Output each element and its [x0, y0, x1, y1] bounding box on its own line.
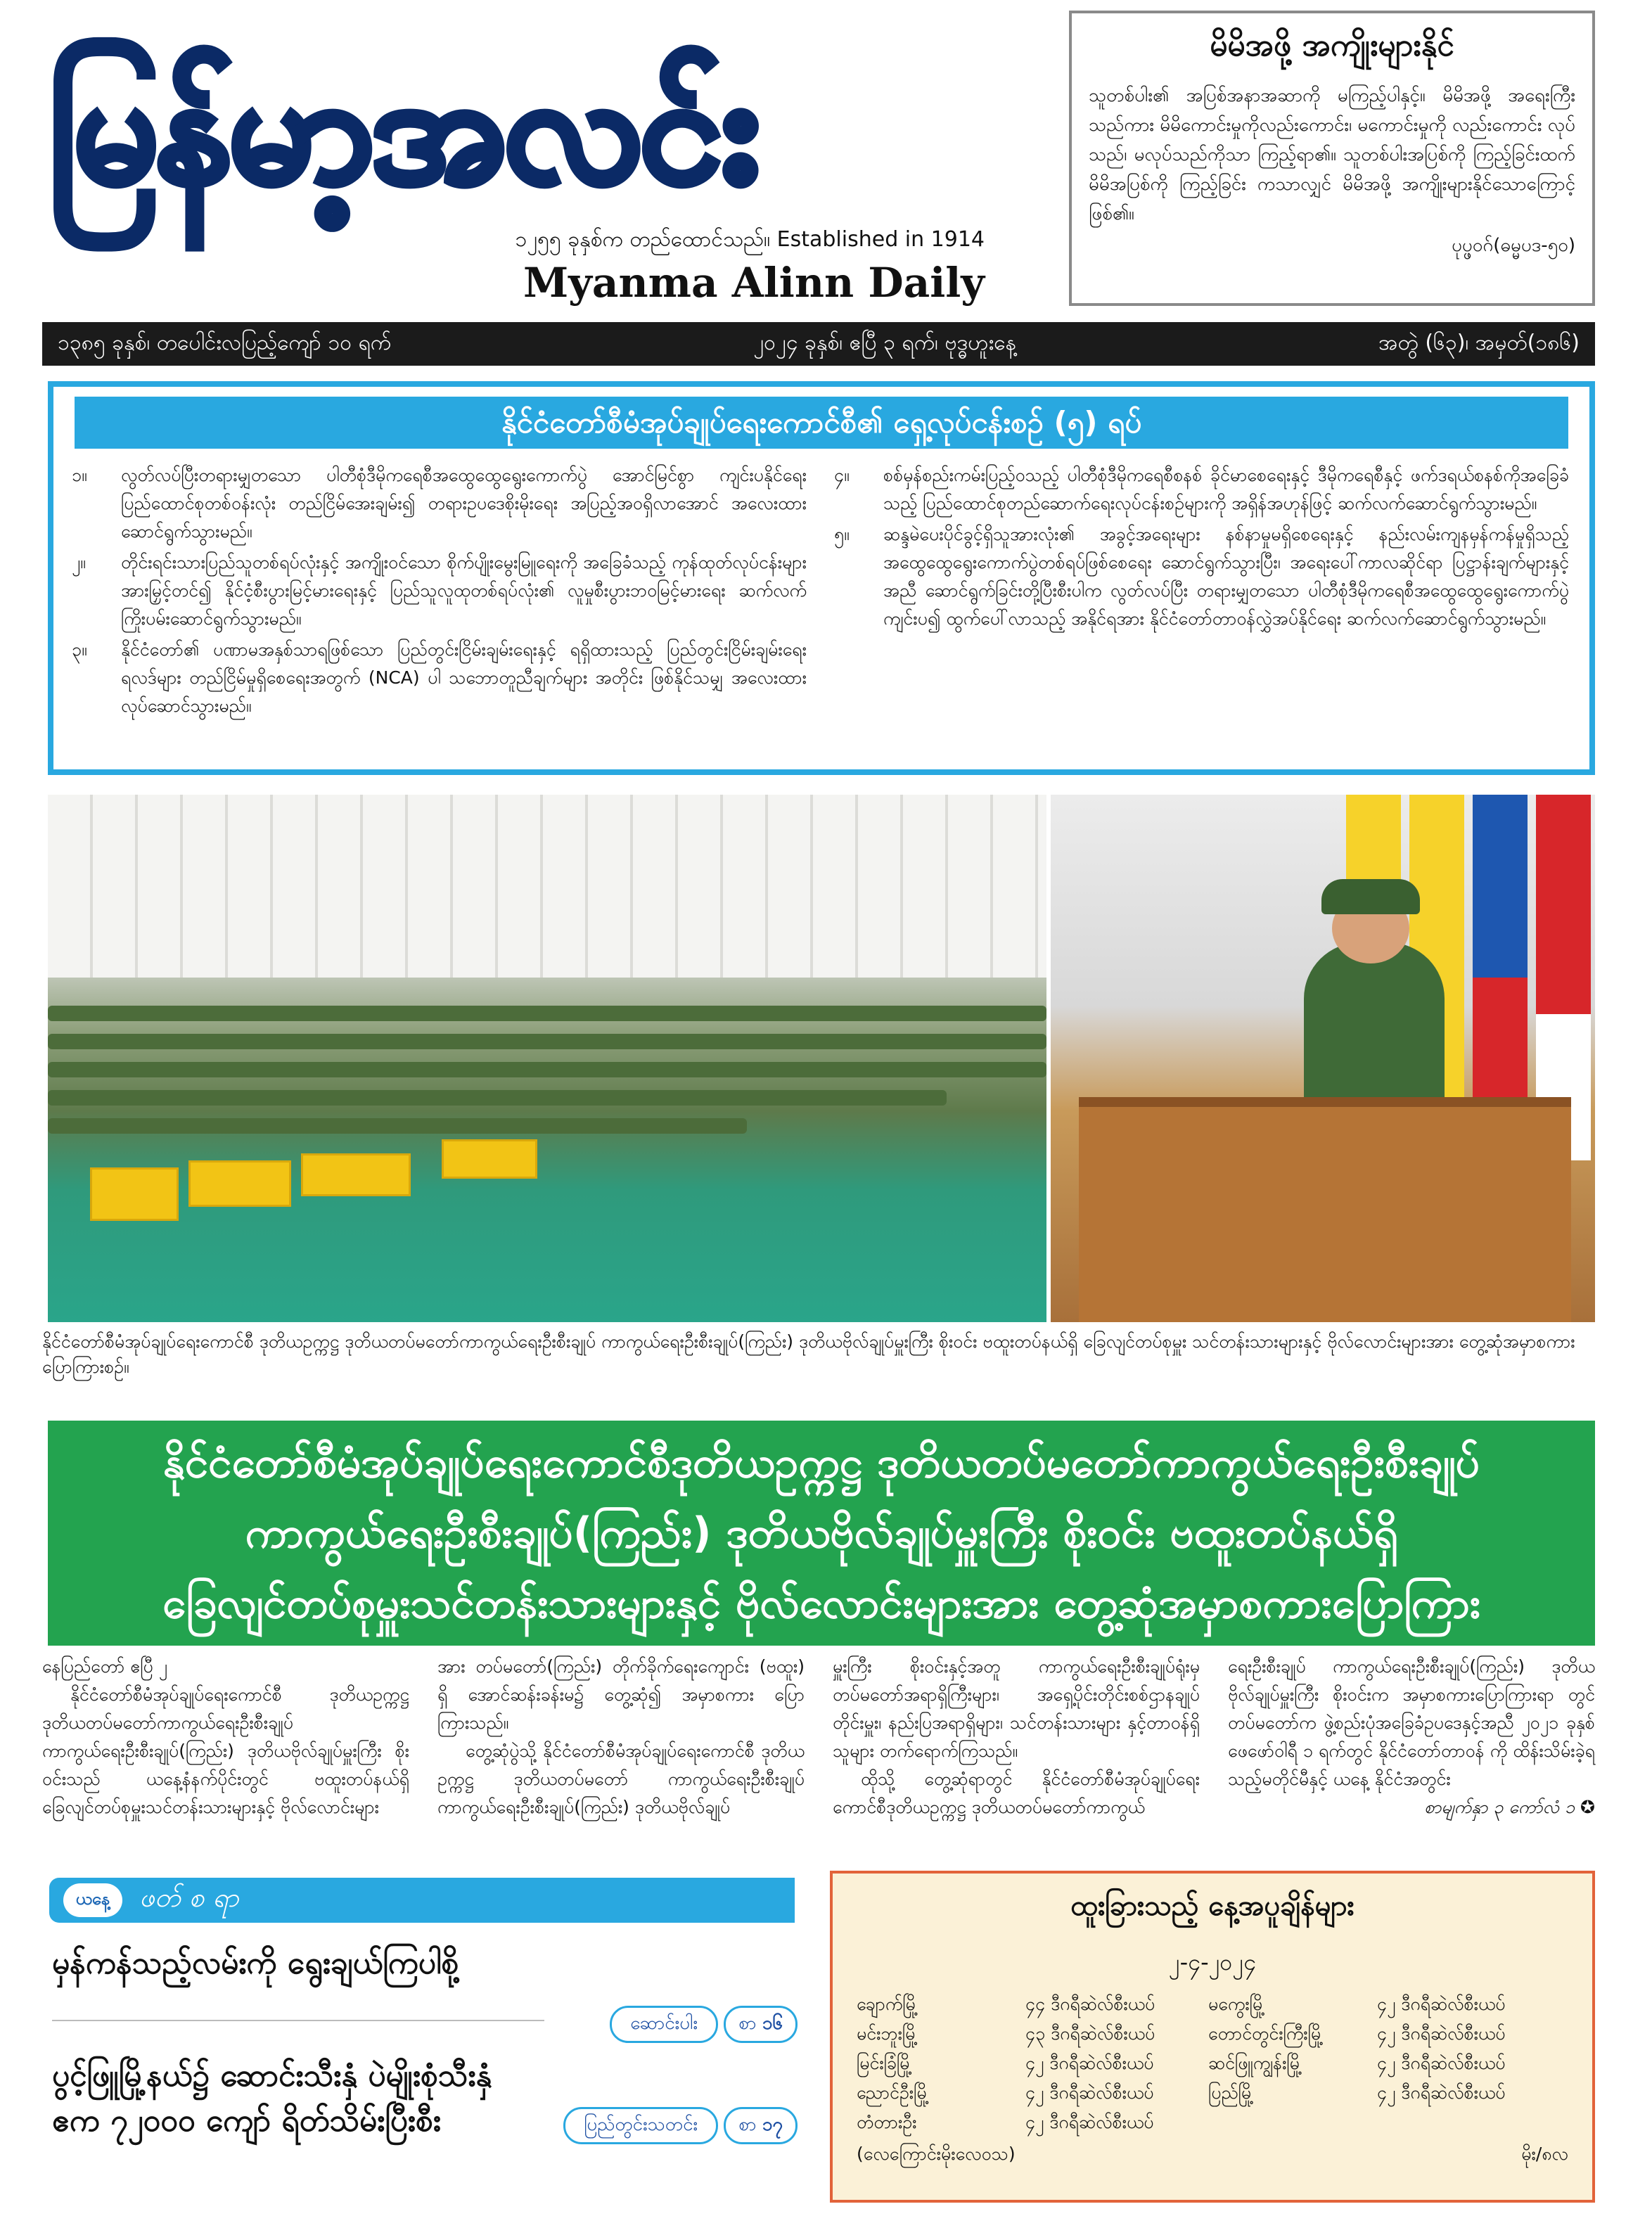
volume-number: အတွဲ (၆၃)၊ အမှတ်(၁၈၆)	[1378, 330, 1580, 355]
audience-row	[48, 1062, 1046, 1077]
today-item-title[interactable]: မှန်ကန်သည့်လမ်းကို ရွေးချယ်ကြပါစို့	[52, 1945, 459, 1981]
temperature-value: ၄၂ ဒီဂရီဆဲလ်စီးယပ်	[1377, 2023, 1506, 2044]
temperature-value: ၄၂ ဒီဂရီဆဲလ်စီးယပ်	[1377, 2082, 1506, 2103]
article-paragraph: ထိုသို့ တွေ့ဆုံရာတွင် နိုင်ငံတော်စီမံအုပ်ချုပ်ရေး ကောင်စီဒုတိယဥက္ကဋ္ဌ ဒုတိယတပ်မတော်ကာကွယ်	[833, 1769, 1200, 1817]
temperature-date: ၂-၄-၂၀၂၄	[1168, 1949, 1257, 1975]
article-paragraph: မှူးကြီး စိုးဝင်းနှင့်အတူ ကာကွယ်ရေးဦးစီးချုပ်ရုံးမှ တပ်မတော်အရာရှိကြီးများ၊ အရှေ့ပိုင်းတိုင်းစစ်ဌာနချုပ် တိုင်းမှူး၊ နည်းပြအရာရှိများ၊ သင်တန်းသားများ နှင့်တာဝန်ရှိသူများ တက်ရောက်ကြသည်။	[833, 1656, 1200, 1761]
city-name: မင်းဘူးမြို့	[857, 2023, 918, 2044]
temperature-box	[830, 1871, 1595, 2203]
speaker-cap	[1321, 879, 1420, 914]
city-name: ချောက်မြို့	[857, 1994, 918, 2014]
quote-source: ပုပ္ဖဝဂ်(ဓမ္မပဒ-၅၀)	[1452, 235, 1575, 256]
objective-number: ၂။	[72, 552, 86, 572]
article-paragraph: နိုင်ငံတော်စီမံအုပ်ချုပ်ရေးကောင်စီ ဒုတိယဥက္ကဋ္ဌ ဒုတိယတပ်မတော်ကာကွယ်ရေးဦးစီးချုပ် ကာကွယ်ရေးဦးစီးချုပ်(ကြည်း) ဒုတိယဗိုလ်ချုပ်မှူးကြီး စိုးဝင်းသည် ယနေ့နံနက်ပိုင်းတွင် ဗထူးတပ်နယ်ရှိ ခြေလျင်တပ်စုမှူးသင်တန်းသားများနှင့် ဗိုလ်လောင်းများ	[42, 1684, 409, 1817]
objectives-column-right	[834, 461, 1569, 636]
main-headline	[48, 1421, 1595, 1646]
temperature-footer	[857, 2143, 1568, 2169]
temperature-value: ၄၂ ဒီဂရီဆဲလ်စီးယပ်	[1025, 2082, 1154, 2103]
city-name: တံတားဦး	[857, 2112, 917, 2132]
headline-line-2: ကာကွယ်ရေးဦးစီးချုပ်(ကြည်း) ဒုတိယဗိုလ်ချုပ်မှူးကြီး စိုးဝင်း ဗထူးတပ်နယ်ရှိ	[245, 1509, 1398, 1558]
objective-number: ၁။	[72, 465, 87, 485]
photo-audience-hall	[48, 795, 1046, 1322]
objective-text: စစ်မှန်စည်းကမ်းပြည့်ဝသည့် ပါတီစုံဒီမိုကရေစီစနစ် ခိုင်မာစေရေးနှင့် ဒီမိုကရေစီနှင့် ဖက်ဒရယ်စနစ်ကိုအခြေခံသည့် ပြည်ထောင်စုတည်ဆောက်ရေးလုပ်ငန်းစဉ်များကို အရှိန်အဟုန်ဖြင့် ဆက်လက်ဆောင်ရွက်သွားမည်။	[883, 465, 1569, 513]
today-item-title-line2[interactable]: ဧက ၇၂၀၀၀ ကျော် ရိတ်သိမ်းပြီးစီး	[52, 2103, 441, 2139]
temperature-value: ၄၂ ဒီဂရီဆဲလ်စီးယပ်	[1025, 2053, 1154, 2073]
western-date: ၂၀၂၄ ခုနှစ်၊ ဧပြီ ၃ ရက်၊ ဗုဒ္ဓဟူးနေ့	[753, 330, 1017, 355]
page-number: ၁၇	[762, 2114, 783, 2135]
article-dateline: နေပြည်တော် ဧပြီ ၂	[42, 1656, 168, 1677]
temperature-value: ၄၂ ဒီဂရီဆဲလ်စီးယပ်	[1377, 2053, 1506, 2073]
article-column	[1228, 1653, 1595, 1864]
temperature-value: ၄၃ ဒီဂရီဆဲလ်စီးယပ်	[1025, 2023, 1155, 2044]
article-body	[42, 1653, 1595, 1864]
section-pill: ဆောင်းပါး	[610, 2006, 718, 2043]
article-paragraph: ရေးဦးစီးချုပ် ကာကွယ်ရေးဦးစီးချုပ်(ကြည်း) ဒုတိယ ဗိုလ်ချုပ်မှူးကြီး စိုးဝင်းက အမှာစကားပြောကြားရာ တွင် တပ်မတော်က ဖွဲ့စည်းပုံအခြေခံဥပဒေနှင့်အညီ ၂၀၂၁ ခုနှစ် ဖေဖော်ဝါရီ ၁ ရက်တွင် နိုင်ငံတော်တာဝန် ကို ထိန်းသိမ်းခဲ့ရသည့်မတိုင်မီနှင့် ယနေ့ နိုင်ငံအတွင်း	[1228, 1656, 1595, 1789]
temperature-value: ၄၂ ဒီဂရီဆဲလ်စီးယပ်	[1025, 2112, 1154, 2132]
today-reading-section	[42, 1871, 816, 2208]
date-bar	[42, 322, 1595, 366]
objective-text: ဆန္ဒမဲပေးပိုင်ခွင့်ရှိသူအားလုံး၏ အခွင့်အရေးများ နစ်နာမှုမရှိစေရေးနှင့် နည်းလမ်းကျနမှန်ကန်မှုရှိသည့် အထွေထွေရွေးကောက်ပွဲတစ်ရပ်ဖြစ်စေရေး ဆောင်ရွက်သွားပြီး၊ အရေးပေါ်ကာလဆိုင်ရာ ပြဋ္ဌာန်းချက်များနှင့်အညီ ဆောင်ရွက်ခြင်းတို့ပြီးစီးပါက လွတ်လပ်ပြီး တရားမျှတသော ပါတီစုံဒီမိုကရေစီအထွေထွေရွေးကောက်ပွဲ ကျင်းပ၍ ထွက်ပေါ်လာသည့် အနိုင်ရအား နိုင်ငံတော်တာဝန်လွှဲအပ်နိုင်ရေး ဆက်လက်ဆောင်ရွက်သွားမည်။	[883, 524, 1569, 629]
today-label: ဖတ် စ ရာ	[139, 1882, 239, 1913]
city-name: ဆင်ဖြူကျွန်းမြို့	[1208, 2053, 1302, 2073]
objective-item	[72, 549, 807, 633]
objective-number: ၅။	[834, 524, 850, 544]
podium	[1079, 1097, 1571, 1322]
masthead-logo	[49, 25, 985, 236]
hall-ceiling	[48, 795, 1046, 978]
objective-text: နိုင်ငံတော်၏ ပဏာမအနှစ်သာရဖြစ်သော ပြည်တွင်းငြိမ်းချမ်းရေးနှင့် ရရှိထားသည့် ပြည်တွင်းငြိမ်းချမ်းရေးရလဒ်များ တည်ငြိမ်မှုရှိစေရေးအတွက် (NCA) ပါ သဘောတူညီချက်များ အတိုင်း ဖြစ်နိုင်သမျှ အလေးထားလုပ်ဆောင်သွားမည်။	[121, 639, 807, 716]
objectives-column-left	[72, 461, 807, 723]
city-name: မကွေးမြို့	[1208, 1994, 1266, 2014]
today-item-ref	[563, 2107, 798, 2144]
city-name	[1208, 2109, 1377, 2136]
city-name: ညောင်ဦးမြို့	[857, 2082, 930, 2103]
today-item[interactable]	[52, 1941, 798, 2047]
front-table	[188, 1160, 291, 1207]
page-label: စာ	[738, 2013, 757, 2034]
objective-item	[72, 461, 807, 546]
objective-item	[834, 461, 1569, 518]
logo-text: မြန်မာ့အလင်း	[49, 44, 757, 216]
objective-number: ၄။	[834, 465, 850, 485]
temperature-source: (လေကြောင်းမိုးလေဝသ)	[857, 2144, 1016, 2164]
today-item-ref	[610, 2006, 798, 2043]
headline-line-1: နိုင်ငံတော်စီမံအုပ်ချုပ်ရေးကောင်စီဒုတိယဥက္ကဋ္ဌ ဒုတိယတပ်မတော်ကာကွယ်ရေးဦးစီးချုပ်	[163, 1438, 1480, 1487]
objective-item	[72, 636, 807, 720]
headline-line-3: ခြေလျင်တပ်စုမှူးသင်တန်းသားများနှင့် ဗိုလ်လောင်းများအား တွေ့ဆုံအမှာစကားပြောကြား	[162, 1579, 1481, 1628]
temperature-code: မိုး/၈လ	[1521, 2144, 1568, 2164]
article-column	[42, 1653, 409, 1864]
temperature-value: ၄၂ ဒီဂရီဆဲလ်စီးယပ်	[1377, 1994, 1506, 2014]
newspaper-name-en: Myanma Alinn Daily	[523, 259, 985, 307]
continued-link[interactable]: စာမျက်နှာ ၃ ကော်လံ ၁ ✪	[1424, 1797, 1595, 1817]
temperature-title: ထူးခြားသည့် နေ့အပူချိန်များ	[1070, 1890, 1355, 1922]
page-number: ၁၆	[762, 2013, 783, 2034]
article-paragraph: တွေ့ဆုံပွဲသို့ နိုင်ငံတော်စီမံအုပ်ချုပ်ရေးကောင်စီ ဒုတိယဥက္ကဋ္ဌ ဒုတိယတပ်မတော် ကာကွယ်ရေးဦးစီးချုပ် ကာကွယ်ရေးဦးစီးချုပ်(ကြည်း) ဒုတိယဗိုလ်ချုပ်	[437, 1741, 805, 1817]
quote-body: သူတစ်ပါး၏ အပြစ်အနာအဆာကို မကြည့်ပါနှင့်။ မိမိအဖို့ အရေးကြီးသည်ကား မိမိကောင်းမှုကိုလည်းကောင်း၊ မကောင်းမှုကို လည်းကောင်း လုပ်သည်၊ မလုပ်သည်ကိုသာ ကြည့်ရာ၏။ သူတစ်ပါးအပြစ်ကို ကြည့်ခြင်းထက် မိမိအပြစ်ကို ကြည့်ခြင်း ကသာလျှင် မိမိအဖို့ အကျိုးများနိုင်သောကြောင့် ဖြစ်၏။	[1089, 85, 1575, 224]
today-item-title[interactable]: ပွင့်ဖြူမြို့နယ်၌ ဆောင်းသီးနှံ ပဲမျိုးစုံသီးနှံ	[52, 2058, 492, 2094]
front-table	[90, 1167, 179, 1221]
page-label: စာ	[738, 2114, 757, 2135]
article-column	[833, 1653, 1200, 1864]
city-name: တောင်တွင်းကြီးမြို့	[1208, 2023, 1324, 2044]
temperature-table	[857, 1991, 1568, 2136]
article-paragraph: အား တပ်မတော်(ကြည်း) တိုက်ခိုက်ရေးကျောင်း (ဗထူး) ရှိ အောင်ဆန်းခန်းမ၌ တွေ့ဆုံ၍ အမှာစကား ပြောကြားသည်။	[437, 1656, 805, 1733]
quote-box	[1069, 11, 1595, 306]
front-table	[442, 1139, 537, 1179]
objective-item	[834, 520, 1569, 633]
photo-speaker-podium	[1051, 795, 1595, 1322]
objective-number: ၃။	[72, 639, 87, 660]
objective-text: တိုင်းရင်းသားပြည်သူတစ်ရပ်လုံးနှင့် အကျိုးဝင်သော စိုက်ပျိုးမွေးမြူရေးကို အခြေခံသည့် ကုန်ထုတ်လုပ်ငန်းများအားမြှင့်တင်၍ နိုင်ငံ့စီးပွားမြင့်မားရေးနှင့် ပြည်သူလူထုတစ်ရပ်လုံး၏ လူမှုစီးပွားဘဝမြင့်မားရေး ဆက်လက်ကြိုးပမ်းဆောင်ရွက်သွားမည်။	[121, 552, 807, 629]
audience-row	[48, 1034, 1046, 1049]
established-line: ၁၂၅၅ ခုနှစ်က တည်ထောင်သည်။ Established in 1914	[515, 227, 985, 252]
temperature-value: ၄၄ ဒီဂရီဆဲလ်စီးယပ်	[1025, 1994, 1155, 2014]
page-pill	[724, 2107, 798, 2144]
section-pill: ပြည်တွင်းသတင်း	[563, 2107, 718, 2144]
audience-row	[48, 1006, 1046, 1021]
objectives-title: နိုင်ငံတော်စီမံအုပ်ချုပ်ရေးကောင်စီ၏ ရှေ့လုပ်ငန်းစဉ် (၅) ရပ်	[75, 397, 1568, 449]
article-column	[437, 1653, 805, 1864]
photo-caption: နိုင်ငံတော်စီမံအုပ်ချုပ်ရေးကောင်စီ ဒုတိယဥက္ကဋ္ဌ ဒုတိယတပ်မတော်ကာကွယ်ရေးဦးစီးချုပ် ကာကွယ်ရေးဦးစီးချုပ်(ကြည်း) ဒုတိယဗိုလ်ချုပ်မှူးကြီး စိုးဝင်း ဗထူးတပ်နယ်ရှိ ခြေလျင်တပ်စုမှူး သင်တန်းသားများနှင့် ဗိုလ်လောင်းများအား တွေ့ဆုံအမှာစကား ပြောကြားစဉ်။	[42, 1331, 1575, 1377]
objectives-box	[48, 381, 1595, 775]
front-table	[301, 1153, 411, 1196]
today-badge: ယနေ့	[63, 1883, 122, 1917]
quote-title: မိမိအဖို့ အကျိုးများနိုင်	[1210, 27, 1454, 63]
city-name: မြင်းခြံမြို့	[857, 2053, 913, 2073]
objective-text: လွတ်လပ်ပြီးတရားမျှတသော ပါတီစုံဒီမိုကရေစီအထွေထွေရွေးကောက်ပွဲ အောင်မြင်စွာ ကျင်းပနိုင်ရေး ပြည်ထောင်စုတစ်ဝန်းလုံး တည်ငြိမ်အေးချမ်း၍ တရားဥပဒေစိုးမိုးရေး အပြည့်အဝရှိလာအောင် အလေးထားဆောင်ရွက်သွားမည်။	[121, 465, 807, 542]
today-reading-bar	[49, 1878, 795, 1923]
city-name: ပြည်မြို့	[1208, 2082, 1254, 2103]
audience-row	[48, 1118, 747, 1134]
divider	[52, 2020, 544, 2021]
myanmar-date: ၁၃၈၅ ခုနှစ်၊ တပေါင်းလပြည့်ကျော် ၁၀ ရက်	[58, 330, 392, 355]
page-pill	[724, 2006, 798, 2043]
today-item[interactable]	[52, 2054, 798, 2194]
temperature-value	[1377, 2109, 1560, 2136]
audience-row	[48, 1090, 947, 1106]
